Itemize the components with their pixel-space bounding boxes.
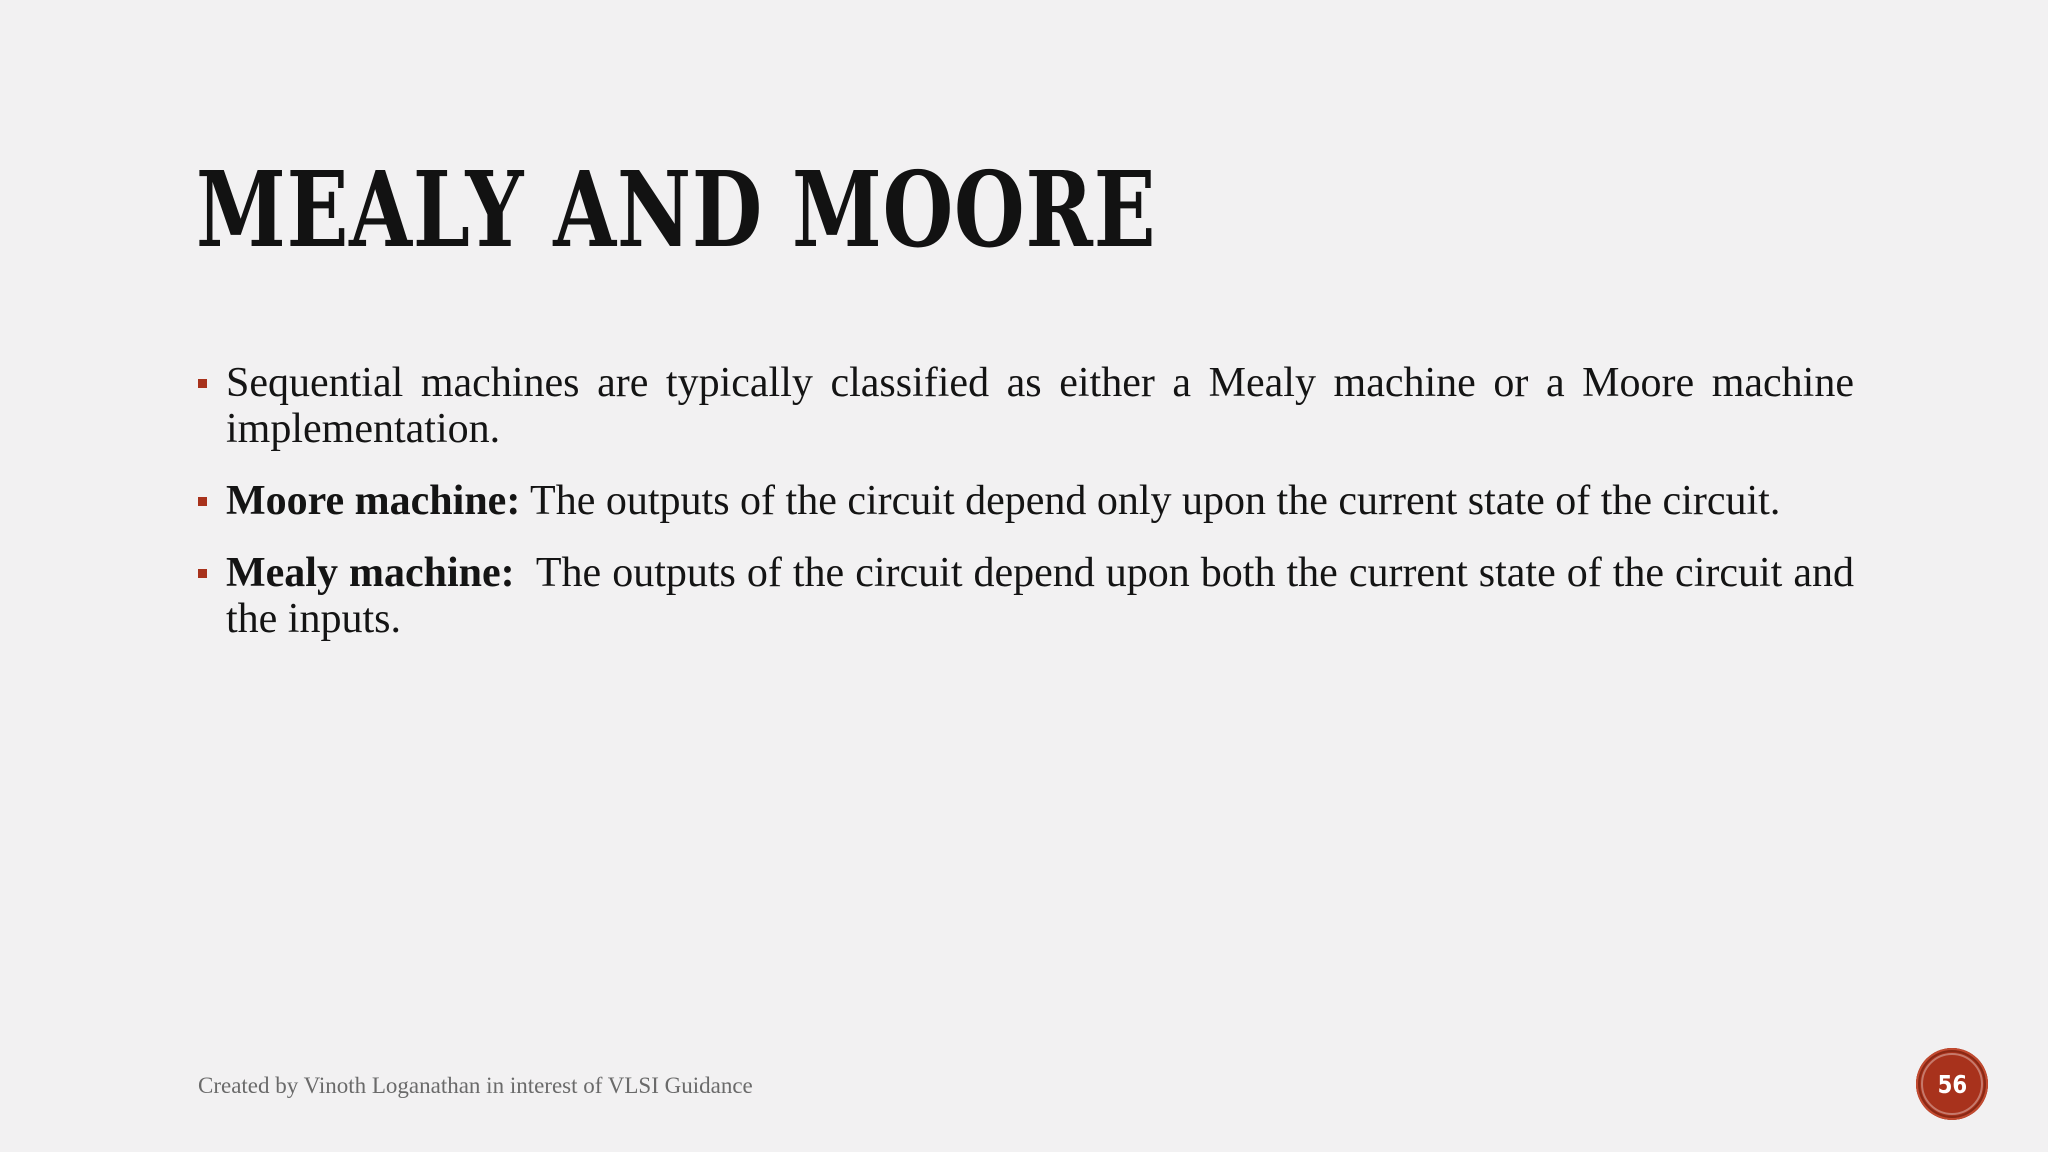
bullet-item: [196, 478, 1854, 524]
square-bullet-icon: [198, 379, 207, 388]
bullet-list: [196, 360, 1865, 668]
page-number-badge: [1916, 1048, 1988, 1120]
bullet-text: The outputs of the circuit depend only upon the current state of the circuit.: [520, 478, 1781, 524]
bullet-term: Moore machine:: [226, 478, 521, 524]
footer-credit: Created by Vinoth Loganathan in interest of VLSI Guidance: [198, 1073, 753, 1098]
bullet-term: Mealy machine:: [226, 550, 515, 596]
page-number: 56: [1937, 1069, 1967, 1099]
bullet-text: The outputs of the circuit depend upon both the current state of the circuit and the inputs.: [226, 550, 1865, 642]
square-bullet-icon: [198, 497, 207, 506]
bullet-text: Sequential machines are typically classified as either a Mealy machine or a Moore machine implementation.: [226, 360, 1854, 452]
bullet-item: [196, 360, 1854, 452]
slide-title: MEALY AND MOORE: [196, 148, 1157, 271]
square-bullet-icon: [198, 569, 207, 578]
bullet-item: [196, 550, 1865, 642]
